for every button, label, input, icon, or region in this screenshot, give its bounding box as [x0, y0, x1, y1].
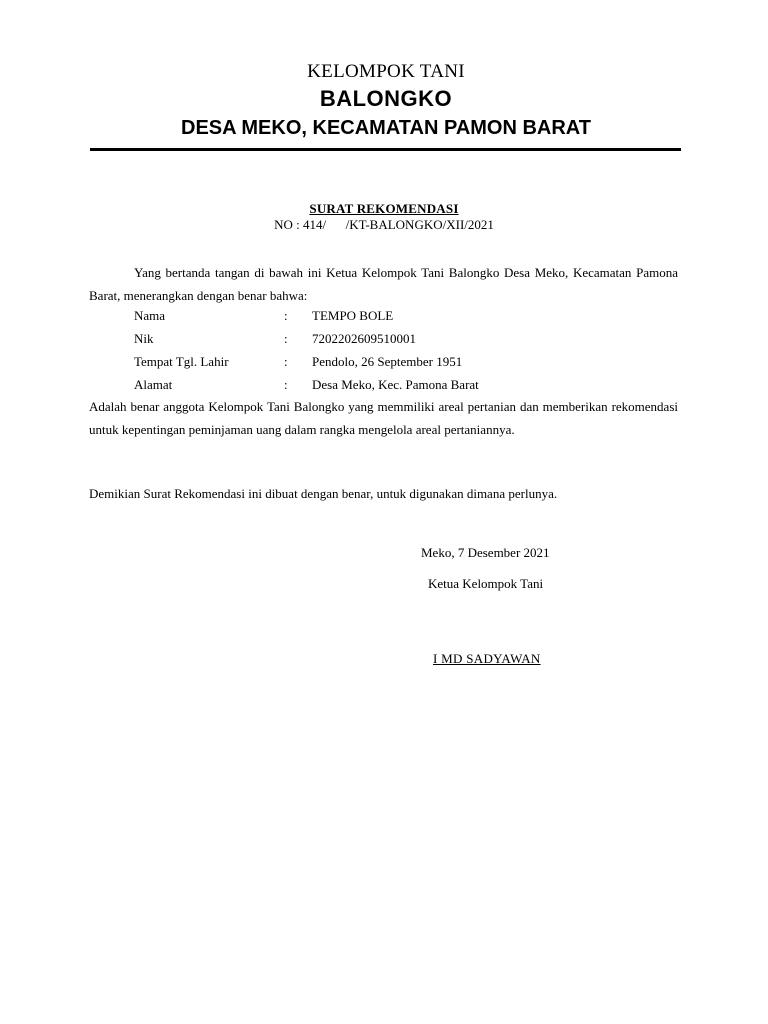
signatory-name: I MD SADYAWAN	[433, 651, 541, 666]
letterhead-organization-type: KELOMPOK TANI	[307, 61, 465, 82]
field-value: Pendolo, 26 September 1951	[312, 354, 463, 369]
field-value: 7202202609510001	[312, 331, 416, 346]
field-colon: :	[284, 377, 288, 392]
field-value: TEMPO BOLE	[312, 308, 394, 323]
signature-position: Ketua Kelompok Tani	[428, 576, 544, 591]
field-colon: :	[284, 354, 288, 369]
statement-paragraph: Adalah benar anggota Kelompok Tani Balongko yang memmiliki areal pertanian dan memberikan rekomendasi untuk kepentingan peminjaman uang dalam rangka mengelola areal pertaniannya.	[89, 399, 678, 437]
field-label: Nik	[134, 331, 154, 346]
letter-title: SURAT REKOMENDASI	[309, 201, 459, 216]
field-label: Alamat	[134, 377, 173, 392]
field-value: Desa Meko, Kec. Pamona Barat	[312, 377, 479, 392]
field-colon: :	[284, 308, 288, 323]
signature-place-date: Meko, 7 Desember 2021	[421, 545, 550, 560]
intro-paragraph: Yang bertanda tangan di bawah ini Ketua Kelompok Tani Balongko Desa Meko, Kecamatan Pamona Barat, menerangkan dengan benar bahwa:	[89, 265, 678, 303]
letterhead-divider	[90, 148, 681, 151]
closing-paragraph: Demikian Surat Rekomendasi ini dibuat dengan benar, untuk digunakan dimana perlunya.	[89, 486, 558, 501]
field-label: Nama	[134, 308, 166, 323]
letter-number: NO : 414/ /KT-BALONGKO/XII/2021	[274, 217, 494, 232]
field-colon: :	[284, 331, 288, 346]
letterhead-organization-name: BALONGKO	[319, 86, 453, 111]
letterhead-address: DESA MEKO, KECAMATAN PAMON BARAT	[181, 117, 591, 139]
field-label: Tempat Tgl. Lahir	[134, 354, 229, 369]
